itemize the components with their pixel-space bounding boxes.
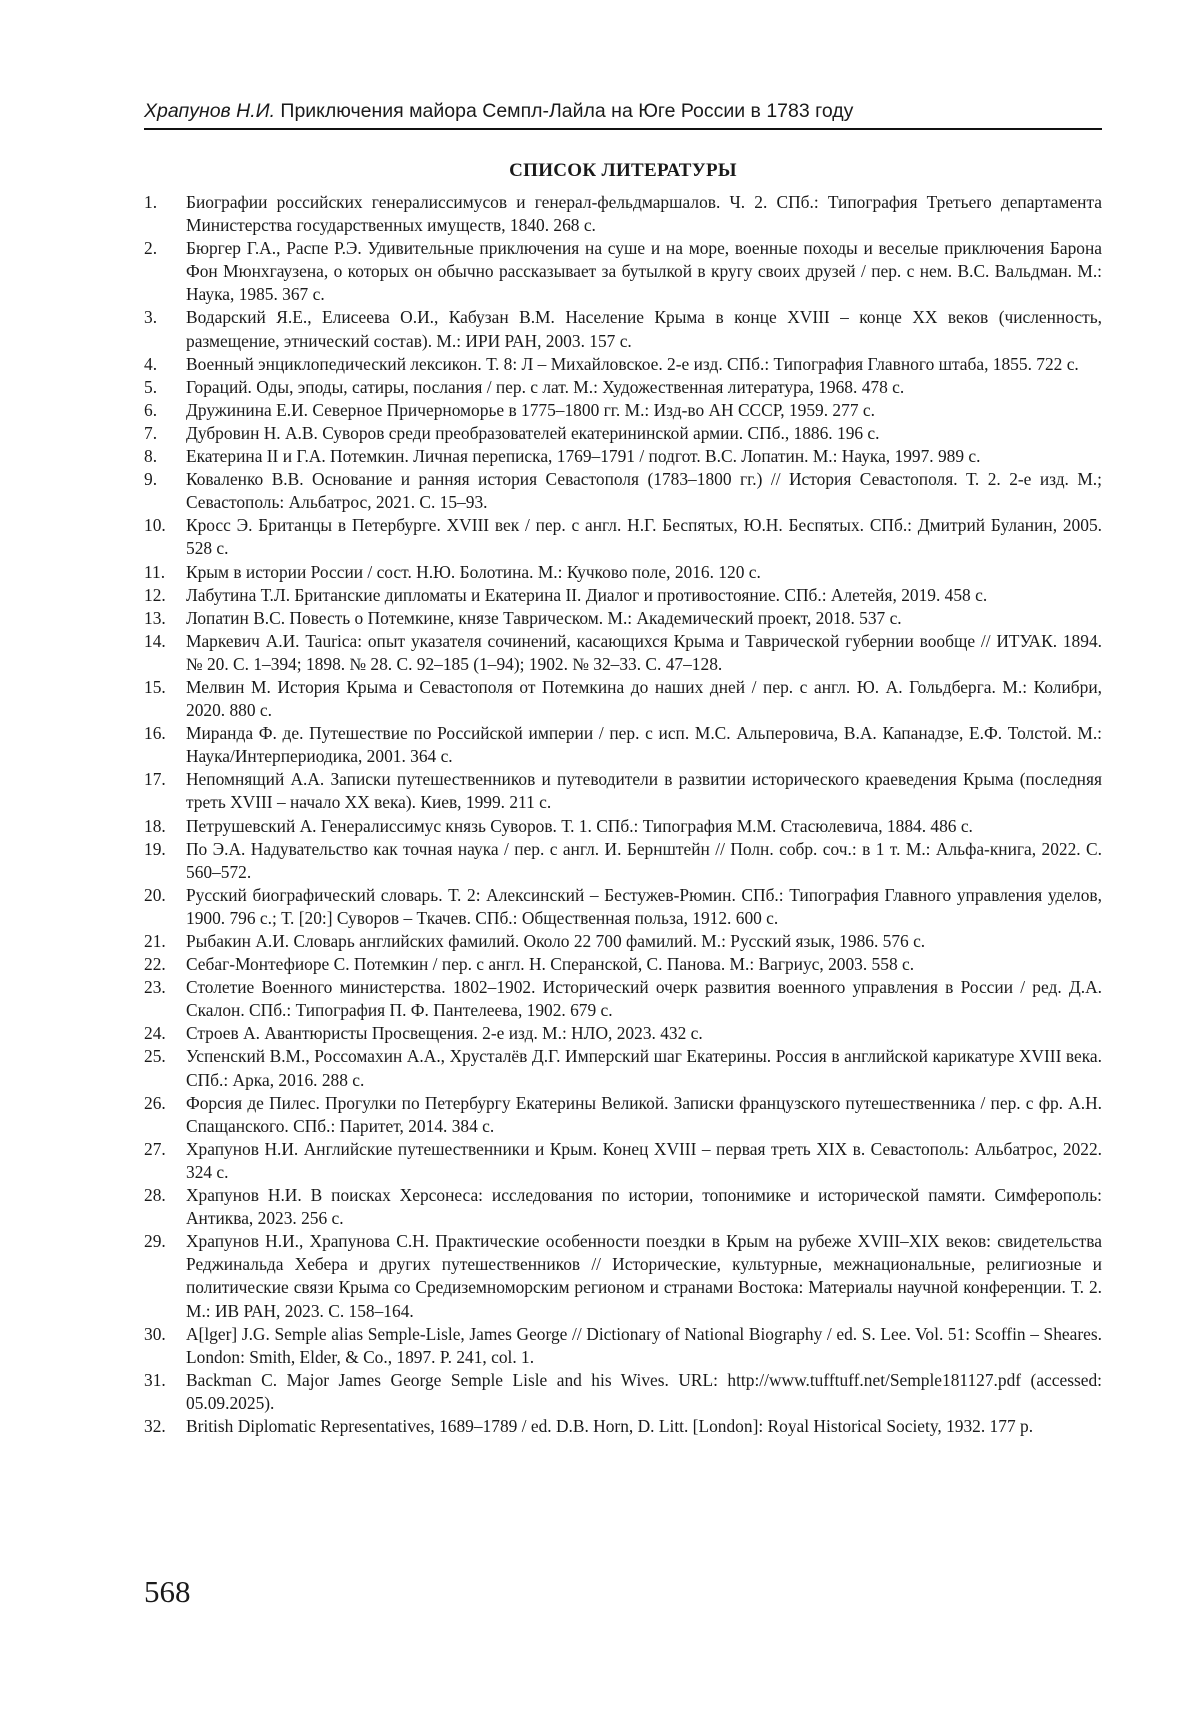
reference-number: 12.: [144, 584, 166, 605]
reference-text: Водарский Я.Е., Елисеева О.И., Кабузан В.М. Население Крыма в конце XVIII – конце XX веков (численность, размещение, этнический состав). М.: ИРИ РАН, 2003. 157 с.: [186, 307, 1102, 351]
reference-text: Непомнящий А.А. Записки путешественников и путеводители в развитии исторического краеведения Крыма (последняя треть XVIII – начало XX века). Киев, 1999. 211 с.: [186, 769, 1102, 813]
reference-text: Кросс Э. Британцы в Петербурге. XVIII век / пер. с англ. Н.Г. Беспятых, Ю.Н. Беспятых. СПб.: Дмитрий Буланин, 2005. 528 с.: [186, 515, 1102, 559]
reference-number: 31.: [144, 1369, 166, 1390]
reference-text: По Э.А. Надувательство как точная наука / пер. с англ. И. Бернштейн // Полн. собр. соч.: в 1 т. М.: Альфа-книга, 2022. С. 560–572.: [186, 838, 1102, 882]
reference-item: [144, 422, 1102, 445]
reference-number: 17.: [144, 769, 166, 790]
reference-text: Миранда Ф. де. Путешествие по Российской империи / пер. с исп. М.С. Альперовича, В.А. Капанадзе, Е.Ф. Толстой. М.: Наука/Интерпериодика, 2001. 364 с.: [186, 723, 1102, 767]
reference-text: Мелвин М. История Крыма и Севастополя от Потемкина до наших дней / пер. с англ. Ю. А. Гольдберга. М.: Колибри, 2020. 880 с.: [186, 676, 1102, 721]
reference-item: [144, 237, 1102, 306]
reference-item: [144, 838, 1102, 884]
reference-item: [144, 306, 1102, 352]
reference-item: [144, 722, 1102, 768]
reference-number: 22.: [144, 954, 166, 975]
reference-text: Лабутина Т.Л. Британские дипломаты и Екатерина II. Диалог и противостояние. СПб.: Алетейя, 2019. 458 с.: [186, 584, 988, 605]
reference-item: [144, 976, 1102, 1022]
reference-text: Екатерина II и Г.А. Потемкин. Личная переписка, 1769–1791 / подгот. В.С. Лопатин. М.: Наука, 1997. 989 с.: [186, 446, 981, 467]
reference-text: Столетие Военного министерства. 1802–1902. Исторический очерк развития военного управления в России / ред. Д.А. Скалон. СПб.: Типография П. Ф. Пантелеева, 1902. 679 с.: [186, 977, 1102, 1021]
reference-item: [144, 1323, 1102, 1369]
reference-number: 18.: [144, 815, 166, 836]
reference-item: [144, 953, 1102, 976]
reference-number: 3.: [144, 307, 158, 328]
reference-item: [144, 561, 1102, 584]
reference-number: 19.: [144, 838, 166, 859]
reference-text: Петрушевский А. Генералиссимус князь Суворов. Т. 1. СПб.: Типография М.М. Стасюлевича, 1884. 486 с.: [186, 815, 973, 836]
header-author: Храпунов Н.И.: [144, 100, 275, 122]
reference-item: [144, 191, 1102, 237]
reference-list: [144, 191, 1102, 1438]
reference-item: [144, 468, 1102, 514]
reference-item: [144, 676, 1102, 722]
reference-item: [144, 1230, 1102, 1322]
reference-number: 26.: [144, 1092, 166, 1113]
reference-item: [144, 1022, 1102, 1045]
reference-text: Строев А. Авантюристы Просвещения. 2-е изд. М.: НЛО, 2023. 432 с.: [186, 1023, 703, 1044]
reference-number: 32.: [144, 1415, 166, 1436]
reference-text: British Diplomatic Representatives, 1689–1789 / ed. D.B. Horn, D. Litt. [London]: Royal Historical Society, 1932. 177 p.: [186, 1415, 1034, 1436]
reference-item: [144, 607, 1102, 630]
reference-number: 11.: [144, 561, 166, 582]
reference-number: 2.: [144, 238, 158, 259]
reference-item: [144, 815, 1102, 838]
reference-text: Военный энциклопедический лексикон. Т. 8: Л – Михайловское. 2-е изд. СПб.: Типография Главного штаба, 1855. 722 с.: [186, 353, 1079, 374]
reference-text: Backman C. Major James George Semple Lisle and his Wives. URL: http://www.tufftuff.net/Semple181127.pdf (accessed: 05.09.2025).: [186, 1369, 1102, 1413]
reference-item: [144, 1138, 1102, 1184]
reference-number: 14.: [144, 630, 166, 651]
reference-number: 9.: [144, 469, 158, 490]
reference-text: Биографии российских генералиссимусов и генерал-фельдмаршалов. Ч. 2. СПб.: Типография Третьего департамента Министерства государственных имуществ, 1840. 268 с.: [186, 192, 1102, 236]
reference-item: [144, 1369, 1102, 1415]
reference-text: Храпунов Н.И. В поисках Херсонеса: исследования по истории, топонимике и исторической памяти. Симферополь: Антиква, 2023. 256 с.: [186, 1185, 1102, 1229]
reference-item: [144, 399, 1102, 422]
reference-number: 13.: [144, 607, 166, 628]
reference-item: [144, 584, 1102, 607]
reference-number: 8.: [144, 446, 158, 467]
reference-number: 7.: [144, 422, 158, 443]
reference-text: Храпунов Н.И. Английские путешественники и Крым. Конец XVIII – первая треть XIX в. Севастополь: Альбатрос, 2022. 324 с.: [186, 1138, 1102, 1182]
reference-text: Рыбакин А.И. Словарь английских фамилий. Около 22 700 фамилий. М.: Русский язык, 1986. 576 с.: [186, 931, 926, 951]
reference-item: [144, 445, 1102, 468]
reference-text: Себаг-Монтефиоре С. Потемкин / пер. с англ. Н. Сперанской, С. Панова. М.: Вагриус, 2003. 558 с.: [186, 954, 915, 975]
reference-number: 29.: [144, 1231, 166, 1252]
reference-item: [144, 1045, 1102, 1091]
reference-item: [144, 1415, 1102, 1438]
section-title: СПИСОК ЛИТЕРАТУРЫ: [509, 160, 737, 181]
reference-number: 21.: [144, 931, 166, 951]
reference-text: A[lger] J.G. Semple alias Semple-Lisle, James George // Dictionary of National Biography / ed. S. Lee. Vol. 51: Scoffin – Sheares. London: Smith, Elder, & Co., 1897. P. 241, col. 1.: [186, 1323, 1102, 1367]
reference-text: Форсия де Пилес. Прогулки по Петербургу Екатерины Великой. Записки французского путешественника / пер. с фр. А.Н. Спащанского. СПб.: Паритет, 2014. 384 с.: [186, 1092, 1102, 1136]
reference-number: 6.: [144, 399, 158, 420]
reference-number: 27.: [144, 1138, 166, 1159]
reference-number: 4.: [144, 353, 158, 374]
reference-text: Коваленко В.В. Основание и ранняя история Севастополя (1783–1800 гг.) // История Севастополя. Т. 2. 2-е изд. М.; Севастополь: Альбатрос, 2021. С. 15–93.: [186, 469, 1102, 513]
reference-item: [144, 630, 1102, 676]
reference-number: 10.: [144, 515, 166, 536]
reference-item: [144, 1184, 1102, 1230]
reference-number: 15.: [144, 676, 166, 697]
reference-number: 24.: [144, 1023, 166, 1044]
reference-text: Дубровин Н. А.В. Суворов среди преобразователей екатерининской армии. СПб., 1886. 196 с.: [186, 422, 880, 443]
reference-number: 1.: [144, 192, 158, 212]
reference-item: [144, 884, 1102, 930]
reference-number: 25.: [144, 1046, 166, 1067]
reference-number: 20.: [144, 884, 166, 905]
header-title: Приключения майора Семпл-Лайла на Юге России в 1783 году: [280, 100, 854, 122]
reference-text: Русский биографический словарь. Т. 2: Алексинский – Бестужев-Рюмин. СПб.: Типография Главного управления уделов, 1900. 796 с.; Т. [20:] Суворов – Ткачев. СПб.: Общественная польза, 1912. 600 с.: [186, 884, 1102, 928]
reference-text: Маркевич А.И. Taurica: опыт указателя сочинений, касающихся Крыма и Таврической губернии вообще // ИТУАК. 1894. № 20. С. 1–394; 1898. № 28. С. 92–185 (1–94); 1902. № 32–33. С. 47–128.: [186, 630, 1102, 674]
reference-text: Крым в истории России / сост. Н.Ю. Болотина. М.: Кучково поле, 2016. 120 с.: [186, 561, 761, 582]
reference-text: Гораций. Оды, эподы, сатиры, послания / пер. с лат. М.: Художественная литература, 1968. 478 с.: [186, 376, 905, 397]
reference-text: Успенский В.М., Россомахин А.А., Хрусталёв Д.Г. Имперский шаг Екатерины. Россия в английской карикатуре XVIII века. СПб.: Арка, 2016. 288 с.: [186, 1046, 1102, 1090]
reference-number: 16.: [144, 723, 166, 744]
reference-item: [144, 353, 1102, 376]
reference-text: Дружинина Е.И. Северное Причерноморье в 1775–1800 гг. М.: Изд-во АН СССР, 1959. 277 с.: [186, 399, 875, 420]
reference-item: [144, 1092, 1102, 1138]
reference-number: 30.: [144, 1323, 166, 1344]
reference-number: 5.: [144, 376, 158, 397]
reference-number: 28.: [144, 1185, 166, 1206]
reference-item: [144, 768, 1102, 814]
reference-text: Лопатин В.С. Повесть о Потемкине, князе Таврическом. М.: Академический проект, 2018. 537 с.: [186, 607, 902, 628]
reference-number: 23.: [144, 977, 166, 998]
reference-text: Бюргер Г.А., Распе Р.Э. Удивительные приключения на суше и на море, военные походы и веселые приключения Барона Фон Мюнхгаузена, о которых он обычно рассказывает за бутылкой в кругу своих друзей / пер. с нем. В.С. Вальдман. М.: Наука, 1985. 367 с.: [186, 238, 1102, 305]
reference-item: [144, 930, 1102, 953]
reference-text: Храпунов Н.И., Храпунова С.Н. Практические особенности поездки в Крым на рубеже XVIII–XIX веков: свидетельства Реджинальда Хебера и других путешественников // Исторические, культурные, межнациональные, религиозные и политические связи Крыма со Средиземноморским регионом и странами Востока: Материалы научной конференции. Т. 2. М.: ИВ РАН, 2023. С. 158–164.: [186, 1231, 1102, 1321]
page-number: 568: [144, 1574, 191, 1609]
reference-item: [144, 376, 1102, 399]
running-header: [144, 96, 1102, 130]
reference-item: [144, 514, 1102, 560]
